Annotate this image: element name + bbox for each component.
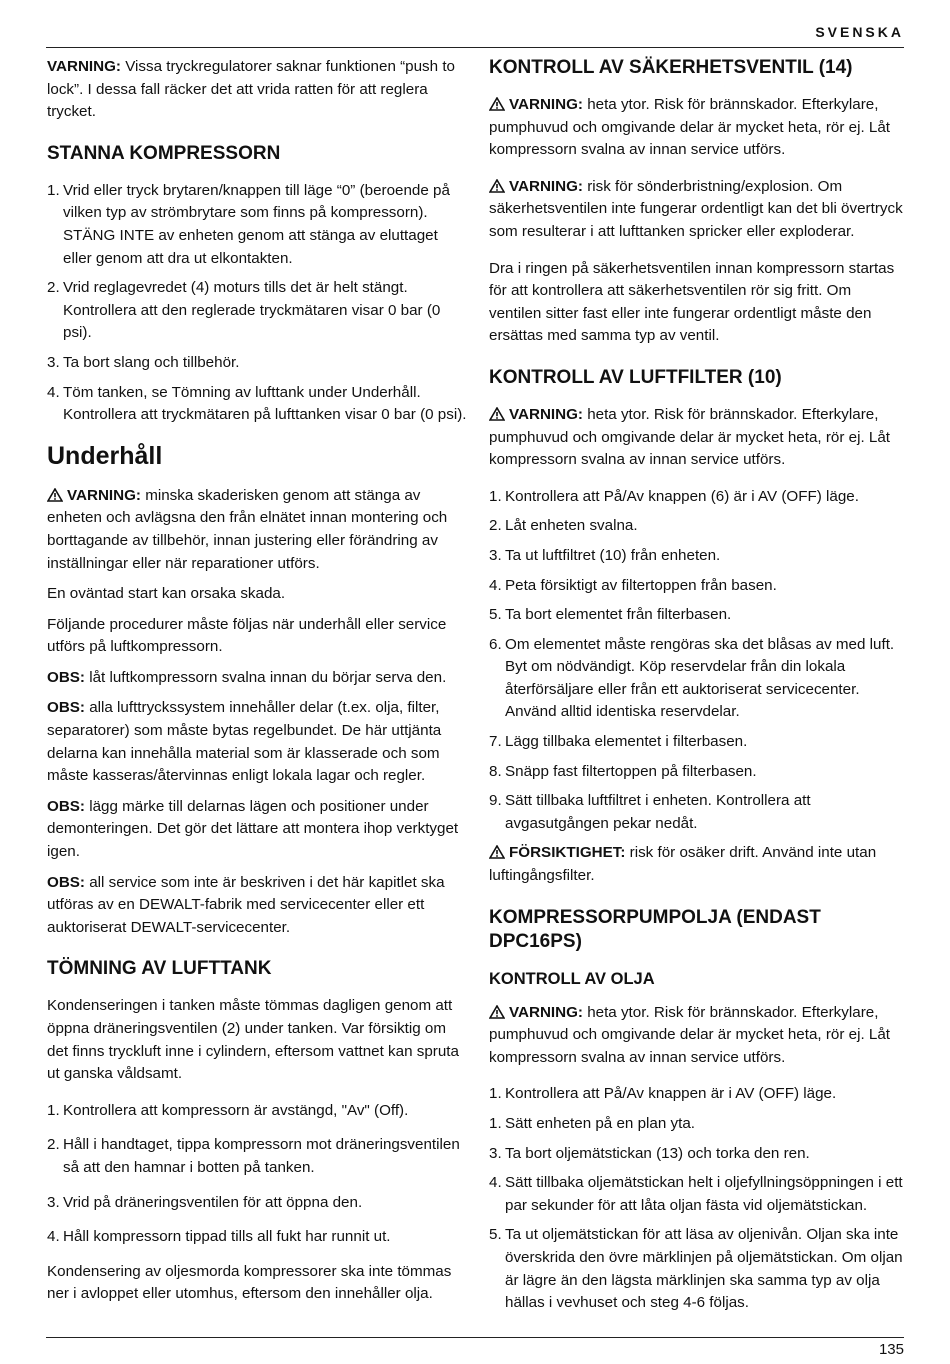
warning-text: Vissa tryckregulatorer saknar funktionen “push to lock”. I dessa fall räcker det att vrida ratten för att reglera trycket.	[47, 58, 455, 121]
list-item	[489, 1172, 907, 1217]
right-column	[489, 56, 907, 1322]
warning-label: VARNING:	[67, 486, 141, 504]
step-number: 4.	[47, 383, 60, 401]
list-item	[47, 352, 467, 375]
list-item	[489, 515, 907, 538]
warning-text: heta ytor. Risk för brännskador. Efterkylare, pumphuvud och omgivande delar är mycket heta, rör ej. Låt kompressorn svalna av innan service utförs.	[489, 96, 891, 159]
step-text: Ta ut luftfiltret (10) från enheten.	[505, 546, 721, 564]
safety-warning-1	[489, 94, 907, 162]
step-number: 3.	[489, 546, 502, 564]
step-text: Vrid reglagevredet (4) moturs tills det är helt stängt. Kontrollera att den reglerade tryckmätaren visar 0 bar (0 psi).	[63, 279, 441, 342]
oil-check-steps	[489, 1083, 907, 1314]
step-text: Sätt tillbaka luftfiltret i enheten. Kontrollera att avgasutgången pekar nedåt.	[505, 792, 811, 832]
step-text: Håll kompressorn tippad tills all fukt har runnit ut.	[63, 1228, 391, 1246]
air-filter-steps	[489, 486, 907, 836]
step-text: Lägg tillbaka elementet i filterbasen.	[505, 733, 748, 751]
step-text: Om elementet måste rengöras ska det blåsas av med luft. Byt om nödvändigt. Köp reservdelar från din lokala återförsäljare eller från ett auktoriserat servicecenter. Använd alltid identiska reservdelar.	[505, 635, 895, 721]
step-text: Ta bort slang och tillbehör.	[63, 353, 240, 371]
safety-warning-2	[489, 176, 907, 244]
warning-label: VARNING:	[509, 1003, 583, 1021]
subheading-oil-check: KONTROLL AV OLJA	[489, 969, 655, 988]
drain-steps	[47, 1100, 467, 1249]
step-number: 2.	[47, 1136, 60, 1154]
note-paragraph	[47, 667, 467, 690]
section-heading-maintenance: Underhåll	[47, 441, 163, 470]
paragraph: Kondensering av oljesmorda kompressorer ska inte tömmas ner i avloppet eller utomhus, eftersom den innehåller olja.	[47, 1262, 452, 1303]
warning-text: risk för sönderbristning/explosion. Om säkerhetsventilen inte fungerar ordentligt kan det bli övertryck som resulterar i att lufttanken spricker eller exploderar.	[489, 177, 903, 240]
step-text: Låt enheten svalna.	[505, 517, 638, 535]
step-number: 3.	[47, 353, 60, 371]
list-item	[47, 180, 467, 270]
page-number: 135	[878, 1341, 904, 1358]
warning-text: heta ytor. Risk för brännskador. Efterkylare, pumphuvud och omgivande delar är mycket heta, rör ej. Låt kompressorn svalna av innan service utförs.	[489, 405, 891, 469]
step-text: Snäpp fast filtertoppen på filterbasen.	[505, 762, 757, 780]
warning-triangle-icon	[489, 407, 505, 421]
step-text: Vrid eller tryck brytaren/knappen till läge “0” (beroende på vilken typ av strömbrytare som finns på kompressorn). STÄNG INTE av enheten genom att stänga av eluttaget eller genom att dra ut elkontakten.	[63, 181, 450, 267]
section-heading-safety-valve: KONTROLL AV SÄKERHETSVENTIL (14)	[489, 57, 853, 78]
step-text: Kontrollera att På/Av knappen är i AV (OFF) läge.	[505, 1085, 837, 1103]
caution-label: FÖRSIKTIGHET:	[509, 844, 626, 862]
paragraph: Kondenseringen i tanken måste tömmas dagligen genom att öppna dräneringsventilen (2) under tanken. Var försiktig om det finns tryckluft inne i cylindern, eftersom vattnet kan spruta ut ganska våldsamt.	[47, 997, 459, 1083]
list-item	[47, 1192, 467, 1215]
note-paragraph	[47, 872, 467, 940]
step-number: 4.	[489, 1174, 502, 1192]
section-heading-air-filter: KONTROLL AV LUFTFILTER (10)	[489, 366, 782, 388]
step-text: Ta bort elementet från filterbasen.	[505, 606, 732, 624]
note-paragraph	[47, 697, 467, 787]
warning-label: VARNING:	[509, 405, 583, 423]
paragraph: Dra i ringen på säkerhetsventilen innan kompressorn startas för att kontrollera att säkerhetsventilen rör sig fritt. Om ventilen sitter fast eller inte fungerar ordentligt måste den ersättas med samma typ av ventil.	[489, 259, 895, 345]
maintenance-warning	[47, 485, 467, 575]
stop-steps	[47, 180, 467, 427]
note-text: alla lufttryckssystem innehåller delar (t.ex. olja, filter, separatorer) som måste bytas regelbundet. De här uttjänta delarna kan innehålla material som är klasserade och som måste kasseras/återvinnas enligt lokala lagar och regler.	[47, 699, 442, 785]
list-item	[489, 1113, 907, 1136]
list-item	[47, 1100, 467, 1123]
caution-text: risk för osäker drift. Använd inte utan luftingångsfilter.	[489, 844, 877, 885]
list-item	[489, 1083, 907, 1106]
step-number: 1.	[47, 181, 60, 199]
list-item	[47, 1134, 467, 1179]
step-text: Töm tanken, se Tömning av lufttank under Underhåll. Kontrollera att tryckmätaren på lufttanken visar 0 bar (0 psi).	[63, 383, 467, 424]
note-text: låt luftkompressorn svalna innan du börjar serva den.	[84, 668, 447, 686]
step-number: 8.	[489, 762, 502, 780]
step-text: Sätt tillbaka oljemätstickan helt i oljefyllningsöppningen i ett par sekunder för att låta oljan fästa vid oljemätstickan.	[505, 1174, 903, 1214]
warning-label: VARNING:	[47, 58, 121, 75]
step-number: 3.	[47, 1193, 60, 1211]
step-text: Peta försiktigt av filtertoppen från basen.	[505, 576, 777, 594]
step-number: 4.	[489, 576, 502, 594]
step-text: Kontrollera att På/Av knappen (6) är i AV (OFF) läge.	[505, 487, 859, 505]
paragraph: Följande procedurer måste följas när underhåll eller service utförs på luftkompressorn.	[47, 615, 447, 656]
note-text: lägg märke till delarnas lägen och positioner under demonteringen. Det gör det lättare att montera ihop verktyget igen.	[47, 797, 459, 861]
list-item	[489, 1143, 907, 1166]
warning-triangle-icon	[489, 845, 505, 859]
warning-label: VARNING:	[509, 177, 583, 195]
step-text: Ta ut oljemätstickan för att läsa av oljenivån. Oljan ska inte överskrida den övre märklinjen på oljemätstickan. Om oljan är lägre än den lägsta märklinjen ska samma typ av olja hällas i vevhuset och steg 4-6 följas.	[505, 1226, 903, 1312]
step-text: Sätt enheten på en plan yta.	[505, 1115, 695, 1132]
step-number: 1.	[489, 1115, 502, 1132]
warning-triangle-icon	[489, 1005, 505, 1019]
list-item	[47, 382, 467, 427]
section-heading-stop: STANNA KOMPRESSORN	[47, 142, 281, 164]
step-text: Håll i handtaget, tippa kompressorn mot dräneringsventilen så att den hamnar i botten på tanken.	[63, 1136, 460, 1176]
intro-warning	[47, 56, 467, 124]
warning-triangle-icon	[489, 97, 505, 111]
list-item	[47, 277, 467, 345]
header-divider	[46, 47, 904, 48]
step-number: 3.	[489, 1144, 502, 1162]
step-number: 6.	[489, 635, 502, 653]
step-number: 4.	[47, 1228, 60, 1246]
note-text: all service som inte är beskriven i det här kapitlet ska utföras av en DEWALT-fabrik med servicecenter eller ett auktoriserat DEWALT-servicecenter.	[47, 873, 445, 936]
step-text: Ta bort oljemätstickan (13) och torka den ren.	[505, 1144, 810, 1162]
list-item	[489, 634, 907, 724]
step-number: 7.	[489, 733, 502, 751]
list-item	[489, 761, 907, 784]
list-item	[489, 731, 907, 754]
step-number: 1.	[47, 1101, 60, 1119]
note-label: OBS:	[47, 797, 85, 815]
air-filter-warning	[489, 404, 907, 472]
list-item	[489, 790, 907, 835]
list-item	[489, 604, 907, 627]
paragraph: En oväntad start kan orsaka skada.	[47, 585, 286, 603]
section-heading-drain: TÖMNING AV LUFTTANK	[47, 958, 272, 980]
warning-label: VARNING:	[509, 96, 583, 113]
step-number: 1.	[489, 487, 502, 505]
list-item	[47, 1226, 467, 1249]
warning-text: minska skaderisken genom att stänga av enheten och avlägsna den från elnätet innan montering och borttagande av tillbehör, innan justering eller förändring av inställningar eller när reparationer utförs.	[47, 486, 448, 572]
list-item	[489, 575, 907, 598]
list-item	[489, 1224, 907, 1314]
list-item	[489, 545, 907, 568]
note-paragraph	[47, 796, 467, 864]
header-language: SVENSKA	[815, 24, 904, 40]
step-number: 2.	[47, 279, 60, 297]
step-number: 1.	[489, 1085, 502, 1103]
warning-text: heta ytor. Risk för brännskador. Efterkylare, pumphuvud och omgivande delar är mycket heta, rör ej. Låt kompressorn svalna av innan service utförs.	[489, 1003, 891, 1066]
air-filter-caution	[489, 842, 907, 887]
list-item	[489, 486, 907, 509]
step-text: Vrid på dräneringsventilen för att öppna den.	[63, 1193, 363, 1211]
note-label: OBS:	[47, 873, 85, 891]
note-label: OBS:	[47, 699, 85, 717]
left-column	[47, 56, 467, 1314]
warning-triangle-icon	[47, 488, 63, 502]
step-number: 9.	[489, 792, 502, 810]
section-heading-pump-oil: KOMPRESSORPUMPOLJA (ENDAST DPC16PS)	[489, 906, 821, 952]
step-text: Kontrollera att kompressorn är avstängd, "Av" (Off).	[63, 1101, 409, 1119]
step-number: 5.	[489, 606, 502, 624]
note-label: OBS:	[47, 668, 85, 686]
footer-divider	[46, 1337, 904, 1338]
warning-triangle-icon	[489, 179, 505, 193]
step-number: 2.	[489, 517, 502, 535]
step-number: 5.	[489, 1226, 502, 1244]
pump-oil-warning	[489, 1002, 907, 1070]
